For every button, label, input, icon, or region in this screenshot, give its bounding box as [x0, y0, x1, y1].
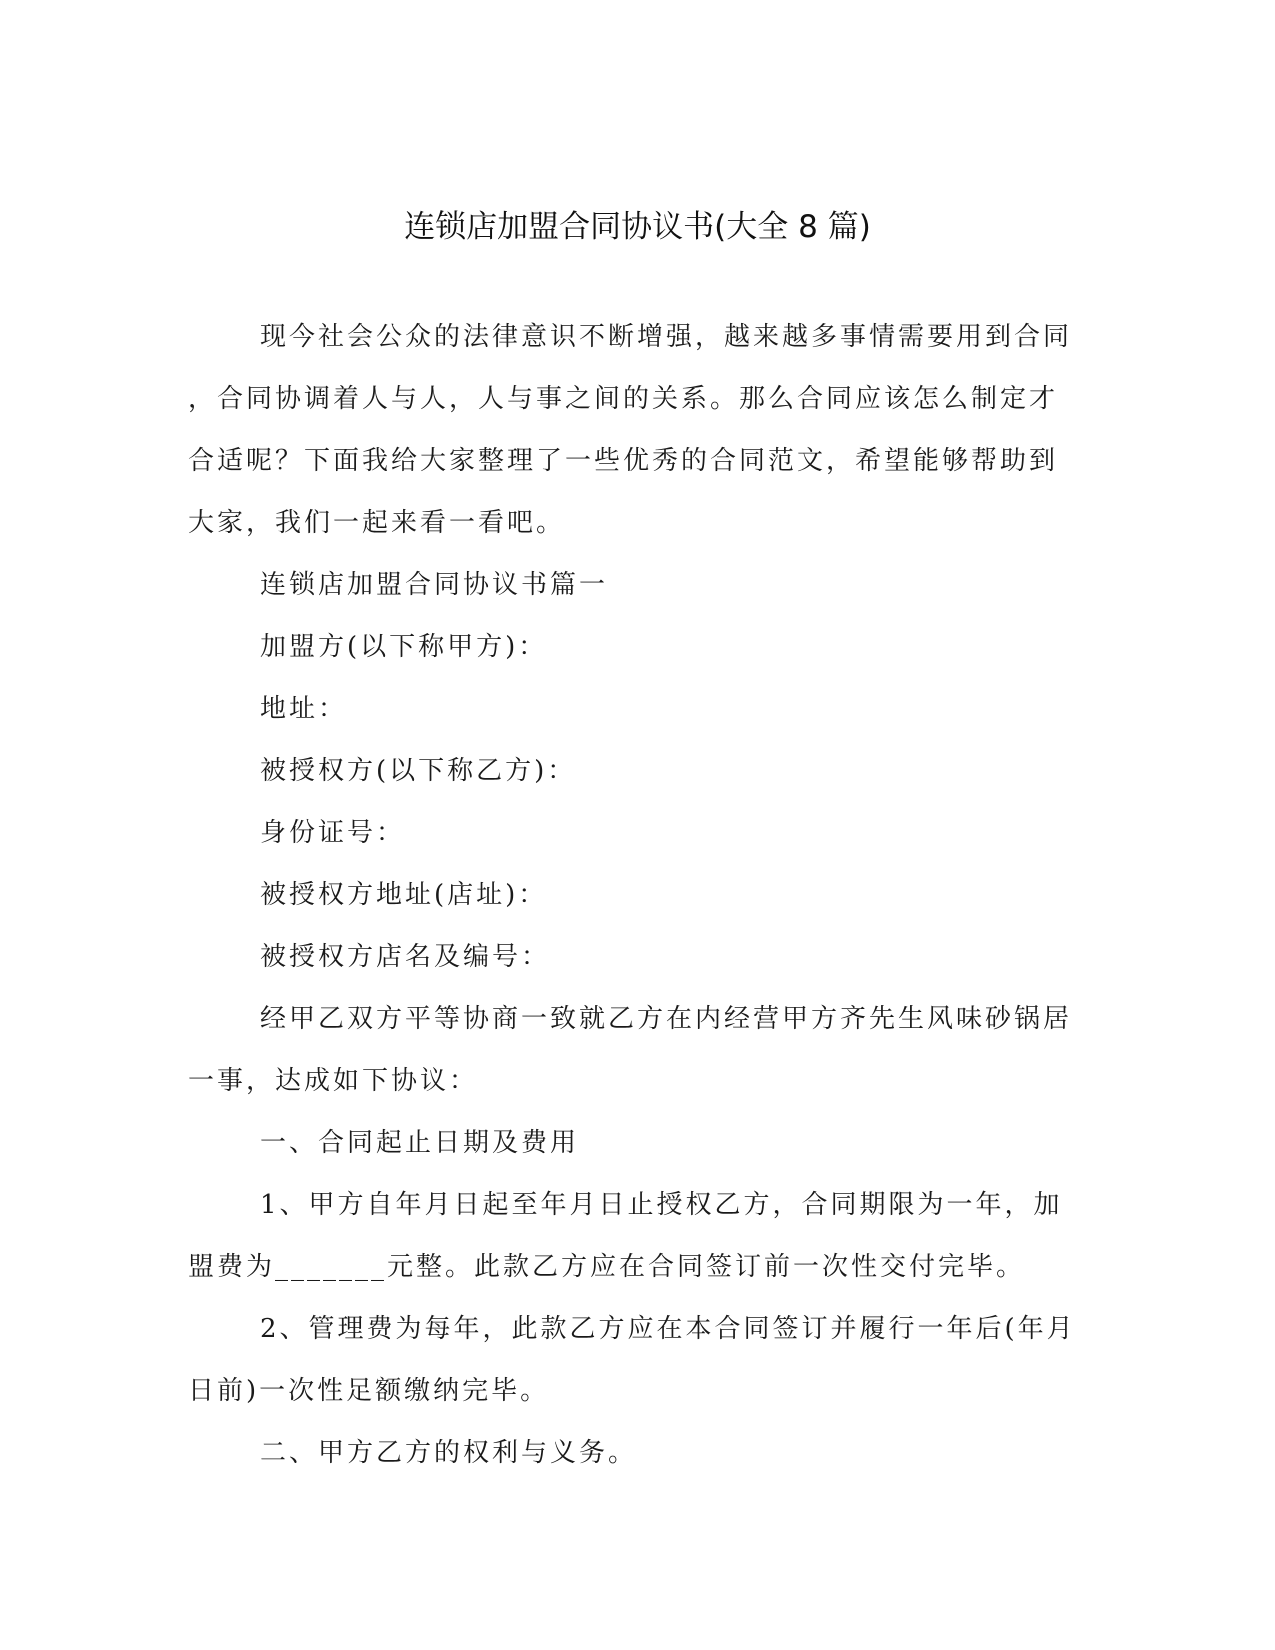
intro-line: 现今社会公众的法律意识不断增强，越来越多事情需要用到合同 [260, 322, 1073, 352]
party-b-address-field: 被授权方地址(店址)： [260, 880, 548, 910]
clause-2-heading: 二、甲方乙方的权利与义务。 [260, 1438, 638, 1468]
clause-1-1-paragraph [188, 1174, 1068, 1298]
party-b-field: 被授权方(以下称乙方)： [260, 756, 577, 786]
document-body [188, 306, 1076, 1484]
section-heading: 连锁店加盟合同协议书篇一 [260, 570, 609, 600]
address-field: 地址： [260, 694, 348, 724]
id-number-field: 身份证号： [260, 818, 406, 848]
intro-line: ，合同协调着人与人，人与事之间的关系。那么合同应该怎么制定才 [188, 384, 1059, 414]
clause-1-2-line: 日前)一次性足额缴纳完毕。 [188, 1376, 550, 1406]
clause-1-heading: 一、合同起止日期及费用 [260, 1128, 580, 1158]
clause-1-1-line: 1、甲方自年月日起至年月日止授权乙方，合同期限为一年，加 [260, 1190, 1063, 1220]
document-title: 连锁店加盟合同协议书(大全 8 篇) [404, 209, 871, 245]
clause-1-2-line: 2、管理费为每年，此款乙方应在本合同签订并履行一年后(年月 [260, 1314, 1076, 1344]
intro-line: 合适呢？下面我给大家整理了一些优秀的合同范文，希望能够帮助到 [188, 446, 1059, 476]
agreement-line: 一事，达成如下协议： [188, 1066, 479, 1096]
clause-1-2-paragraph [188, 1298, 1076, 1422]
party-b-store-field: 被授权方店名及编号： [260, 942, 551, 972]
party-a-field: 加盟方(以下称甲方)： [260, 632, 548, 662]
intro-paragraph [188, 306, 1073, 554]
agreement-line: 经甲乙双方平等协商一致就乙方在内经营甲方齐先生风味砂锅居 [260, 1004, 1073, 1034]
clause-1-1-line: 盟费为_______元整。此款乙方应在合同签订前一次性交付完毕。 [188, 1252, 1026, 1282]
intro-line: 大家，我们一起来看一看吧。 [188, 508, 566, 538]
agreement-paragraph [188, 988, 1073, 1112]
